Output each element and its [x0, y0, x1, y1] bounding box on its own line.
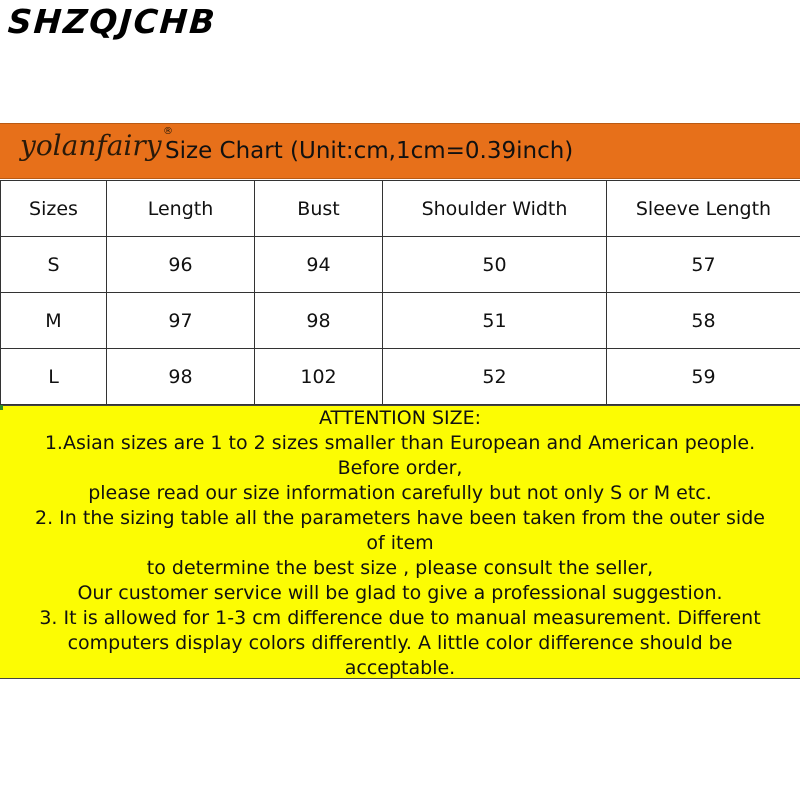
notice-line: acceptable.: [344, 657, 456, 679]
header-sizes: Sizes: [1, 181, 107, 237]
cell-length: 96: [107, 237, 255, 293]
header-sleeve-length: Sleeve Length: [607, 181, 800, 237]
cell-shoulder-width: 52: [383, 349, 607, 405]
registered-mark: ®: [163, 126, 173, 137]
cell-bust: 94: [255, 237, 383, 293]
cell-sleeve-length: 59: [607, 349, 800, 405]
cell-size: L: [1, 349, 107, 405]
cell-size: S: [1, 237, 107, 293]
table-row: [1, 349, 800, 405]
cell-sleeve-length: 57: [607, 237, 800, 293]
cell-bust: 98: [255, 293, 383, 349]
cell-bust: 102: [255, 349, 383, 405]
table-row: [1, 237, 800, 293]
cell-length: 98: [107, 349, 255, 405]
cell-shoulder-width: 50: [383, 237, 607, 293]
table-row: [1, 293, 800, 349]
notice-line: 1.Asian sizes are 1 to 2 sizes smaller than European and American people.: [44, 432, 756, 454]
notice-line: of item: [366, 532, 434, 554]
attention-notice: [0, 405, 800, 679]
size-chart-title: Size Chart (Unit:cm,1cm=0.39inch): [165, 138, 574, 164]
notice-line: Before order,: [337, 457, 463, 479]
table-header-row: [1, 181, 800, 237]
notice-line: to determine the best size , please consult the seller,: [146, 557, 654, 579]
yolanfairy-logo: yolanfairy: [20, 129, 162, 162]
notice-heading: ATTENTION SIZE:: [318, 407, 482, 429]
size-table: [0, 180, 800, 405]
brand-name: SHZQJCHB: [6, 2, 219, 41]
cell-shoulder-width: 51: [383, 293, 607, 349]
notice-line: 3. It is allowed for 1-3 cm difference due to manual measurement. Different: [39, 607, 761, 629]
header-length: Length: [107, 181, 255, 237]
notice-line: 2. In the sizing table all the parameters have been taken from the outer side: [35, 507, 765, 529]
cell-size: M: [1, 293, 107, 349]
notice-line: computers display colors differently. A little color difference should be: [67, 632, 733, 654]
header-bust: Bust: [255, 181, 383, 237]
corner-mark: [0, 405, 3, 410]
cell-length: 97: [107, 293, 255, 349]
size-chart-banner: [0, 123, 800, 179]
notice-line: Our customer service will be glad to give a professional suggestion.: [77, 582, 723, 604]
notice-line: please read our size information carefully but not only S or M etc.: [88, 482, 712, 504]
header-shoulder-width: Shoulder Width: [383, 181, 607, 237]
cell-sleeve-length: 58: [607, 293, 800, 349]
